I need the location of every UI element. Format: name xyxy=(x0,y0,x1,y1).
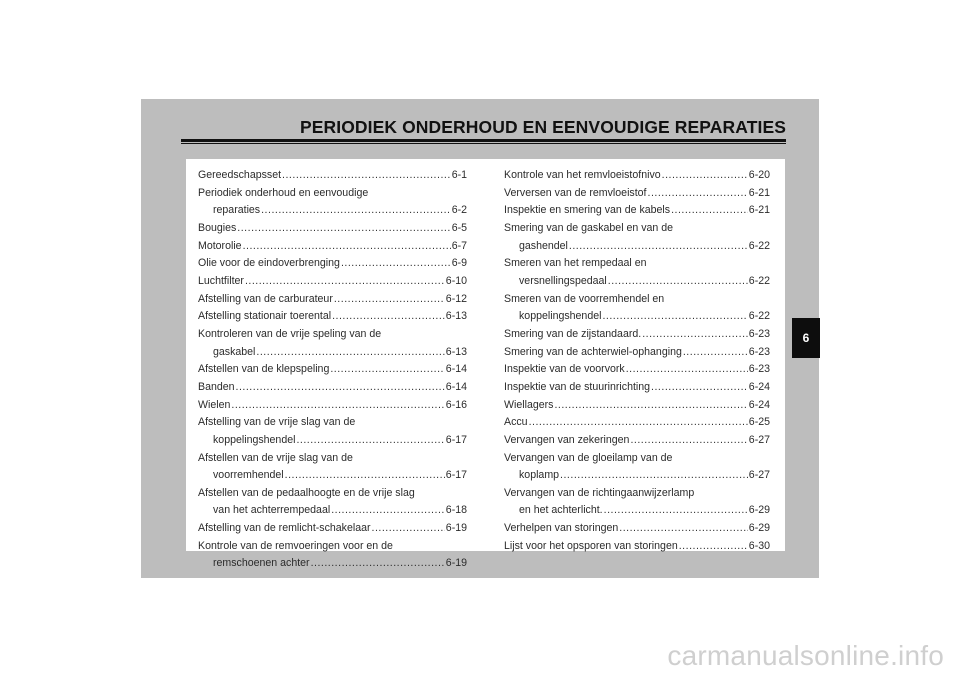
toc-leader-dots xyxy=(261,202,451,220)
toc-entry[interactable] xyxy=(198,326,467,361)
toc-entry-label: Accu xyxy=(504,416,528,429)
toc-entry-line xyxy=(504,167,770,185)
toc-entry[interactable] xyxy=(198,167,467,185)
watermark: carmanualsonline.info xyxy=(667,640,944,671)
title-rule-thin xyxy=(181,143,786,144)
toc-page-number: 6-22 xyxy=(748,274,770,287)
toc-entry-label: gaskabel xyxy=(213,345,256,358)
toc-entry-label: Smeren van de voorremhendel en xyxy=(504,292,665,305)
toc-entry-line xyxy=(504,450,770,468)
toc-page-number: 6-24 xyxy=(748,380,770,393)
toc-entry-label: koppelingshendel xyxy=(519,310,602,323)
toc-leader-dots xyxy=(330,361,444,379)
toc-entry-label: van het achterrempedaal xyxy=(213,504,331,517)
toc-entry[interactable] xyxy=(198,238,467,256)
toc-entry-label: Kontroleren van de vrije speling van de xyxy=(198,327,382,340)
toc-entry-label: koppelingshendel xyxy=(213,433,296,446)
toc-entry[interactable] xyxy=(198,414,467,449)
toc-entry[interactable] xyxy=(198,361,467,379)
toc-leader-dots xyxy=(648,185,748,203)
toc-entry[interactable] xyxy=(504,361,770,379)
toc-page-number: 6-5 xyxy=(451,221,467,234)
toc-entry[interactable] xyxy=(504,220,770,255)
toc-entry-line xyxy=(504,414,770,432)
toc-entry[interactable] xyxy=(504,255,770,290)
toc-leader-dots xyxy=(626,361,748,379)
toc-entry-label: Lijst voor het opsporen van storingen xyxy=(504,539,678,552)
toc-entry[interactable] xyxy=(504,379,770,397)
chapter-tab[interactable] xyxy=(792,318,820,358)
toc-entry-line xyxy=(504,397,770,415)
title-rule-thick xyxy=(181,139,786,142)
toc-leader-dots xyxy=(331,502,445,520)
toc-entry-line xyxy=(198,238,467,256)
toc-entry-line xyxy=(504,291,770,309)
toc-page-number: 6-1 xyxy=(451,169,467,181)
toc-entry-label: Periodiek onderhoud en eenvoudige xyxy=(198,186,369,199)
toc-page-number: 6-10 xyxy=(445,274,467,287)
toc-entry-label: Inspektie van de stuurinrichting xyxy=(504,380,651,393)
toc-page-number: 6-16 xyxy=(445,398,467,411)
toc-leader-dots xyxy=(671,202,748,220)
toc-entry-label: Kontrole van de remvoeringen voor en de xyxy=(198,539,393,552)
toc-entry-line xyxy=(504,467,770,485)
toc-entry-line xyxy=(504,538,770,556)
toc-entry-line xyxy=(504,308,770,326)
toc-page-number: 6-2 xyxy=(451,204,467,217)
toc-page-number: 6-30 xyxy=(748,539,770,552)
toc-entry-label: Luchtfilter xyxy=(198,274,244,287)
toc-entry[interactable] xyxy=(198,273,467,291)
toc-leader-dots xyxy=(529,414,748,432)
toc-entry-line xyxy=(504,220,770,238)
toc-leader-dots xyxy=(334,291,445,309)
toc-leader-dots xyxy=(662,167,748,185)
toc-entry-line xyxy=(198,467,467,485)
toc-entry[interactable] xyxy=(504,432,770,450)
toc-entry[interactable] xyxy=(504,485,770,520)
toc-entry[interactable] xyxy=(198,255,467,273)
toc-page-number: 6-23 xyxy=(748,345,770,358)
toc-entry[interactable] xyxy=(504,450,770,485)
toc-entry-line xyxy=(198,414,467,432)
toc-entry-line xyxy=(198,326,467,344)
toc-leader-dots xyxy=(683,344,748,362)
toc-entry-label: Verhelpen van storingen xyxy=(504,522,619,535)
toc-leader-dots xyxy=(236,379,445,397)
toc-page-number: 6-21 xyxy=(748,204,770,217)
toc-entry-line xyxy=(198,397,467,415)
toc-page-number: 6-18 xyxy=(445,504,467,517)
toc-leader-dots xyxy=(569,238,748,256)
toc-page-number: 6-19 xyxy=(445,557,467,570)
toc-leader-dots xyxy=(282,167,451,185)
toc-entry-line xyxy=(504,432,770,450)
toc-entry-line xyxy=(198,167,467,185)
toc-leader-dots xyxy=(651,379,748,397)
toc-page-number: 6-13 xyxy=(445,345,467,358)
toc-entry-label: Gereedschapsset xyxy=(198,169,282,181)
toc-entry-line xyxy=(198,185,467,203)
toc-entry-label: Wielen xyxy=(198,398,231,411)
toc-entry-label: Smering van de achterwiel-ophanging xyxy=(504,345,682,358)
toc-entry-label: voorremhendel xyxy=(213,469,284,482)
toc-page-number: 6-23 xyxy=(748,363,770,376)
toc-leader-dots xyxy=(679,538,748,556)
toc-right-column xyxy=(504,167,770,555)
toc-leader-dots xyxy=(372,520,445,538)
toc-leader-dots xyxy=(243,238,451,256)
toc-entry-line xyxy=(198,344,467,362)
toc-leader-dots xyxy=(311,555,445,573)
toc-page-number: 6-22 xyxy=(748,239,770,252)
toc-page-number: 6-19 xyxy=(445,522,467,535)
toc-page-number: 6-14 xyxy=(445,380,467,393)
toc-entry-label: versnellingspedaal xyxy=(519,274,607,287)
toc-entry-label: Smering van de gaskabel en van de xyxy=(504,221,674,234)
toc-leader-dots xyxy=(602,308,747,326)
toc-entry-label: Vervangen van de richtingaanwijzerlamp xyxy=(504,486,695,499)
toc-entry-label: Afstelling stationair toerental xyxy=(198,310,332,323)
chapter-tab-label: 6 xyxy=(802,331,810,345)
toc-entry-label: Bougies xyxy=(198,221,237,234)
toc-entry[interactable] xyxy=(198,291,467,309)
toc-entry[interactable] xyxy=(504,185,770,203)
toc-entry-line xyxy=(504,255,770,273)
toc-leader-dots xyxy=(231,397,444,415)
toc-entry[interactable] xyxy=(198,379,467,397)
toc-entry[interactable] xyxy=(504,520,770,538)
toc-leader-dots xyxy=(630,432,747,450)
toc-entry-line xyxy=(504,485,770,503)
toc-entry[interactable] xyxy=(504,344,770,362)
toc-entry-label: Olie voor de eindoverbrenging xyxy=(198,257,340,270)
toc-leader-dots xyxy=(245,273,445,291)
toc-entry-line xyxy=(504,202,770,220)
toc-entry[interactable] xyxy=(504,326,770,344)
page-title: PERIODIEK ONDERHOUD EN EENVOUDIGE REPARATIES xyxy=(299,117,786,137)
toc-entry-label: Inspektie en smering van de kabels xyxy=(504,204,671,217)
toc-entry[interactable] xyxy=(198,308,467,326)
toc-entry-label: Banden xyxy=(198,380,235,393)
toc-entry-label: Afstellen van de pedaalhoogte en de vrije slag xyxy=(198,486,415,499)
toc-entry[interactable] xyxy=(504,291,770,326)
toc-entry-line xyxy=(198,202,467,220)
toc-entry-line xyxy=(504,520,770,538)
toc-page-number: 6-14 xyxy=(445,363,467,376)
toc-entry-label: Afstellen van de klepspeling xyxy=(198,363,330,376)
toc-entry-label: en het achterlicht. xyxy=(519,504,603,517)
toc-entry-line xyxy=(198,432,467,450)
toc-entry-line xyxy=(504,361,770,379)
toc-entry-line xyxy=(198,273,467,291)
toc-entry[interactable] xyxy=(504,397,770,415)
toc-leader-dots xyxy=(619,520,748,538)
toc-entry-label: Vervangen van de gloeilamp van de xyxy=(504,451,673,464)
toc-entry[interactable] xyxy=(198,220,467,238)
toc-leader-dots xyxy=(341,255,451,273)
toc-left-column xyxy=(198,167,467,573)
toc-leader-dots xyxy=(285,467,445,485)
toc-entry-label: koplamp xyxy=(519,469,560,482)
toc-page-number: 6-22 xyxy=(748,310,770,323)
toc-entry-label: Afstelling van de vrije slag van de xyxy=(198,416,356,429)
toc-entry[interactable] xyxy=(504,538,770,556)
toc-leader-dots xyxy=(608,273,748,291)
toc-entry-line xyxy=(504,326,770,344)
toc-entry-line xyxy=(504,273,770,291)
toc-entry-label: Afstelling van de remlicht-schakelaar xyxy=(198,522,371,535)
toc-page-number: 6-24 xyxy=(748,398,770,411)
toc-entry[interactable] xyxy=(198,185,467,220)
toc-entry-line xyxy=(198,555,467,573)
toc-entry-line xyxy=(198,291,467,309)
toc-entry-label: Vervangen van zekeringen xyxy=(504,433,630,446)
toc-entry-label: Afstellen van de vrije slag van de xyxy=(198,451,353,464)
toc-entry-line xyxy=(198,255,467,273)
toc-page-number: 6-21 xyxy=(748,186,770,199)
toc-entry-line xyxy=(198,379,467,397)
toc-entry-label: Smering van de zijstandaard. xyxy=(504,327,642,340)
chapter-header xyxy=(181,115,786,145)
toc-leader-dots xyxy=(642,326,748,344)
toc-page-number: 6-12 xyxy=(445,292,467,305)
toc-entry[interactable] xyxy=(504,167,770,185)
toc-leader-dots xyxy=(256,344,444,362)
toc-page-number: 6-27 xyxy=(748,433,770,446)
toc-entry-line xyxy=(198,502,467,520)
toc-leader-dots xyxy=(332,308,445,326)
toc-page-number: 6-25 xyxy=(748,416,770,429)
toc-page-number: 6-20 xyxy=(748,169,770,181)
toc-page-number: 6-29 xyxy=(748,504,770,517)
toc-entry-line xyxy=(504,185,770,203)
toc-entry-line xyxy=(198,361,467,379)
toc-leader-dots xyxy=(237,220,450,238)
toc-entry-line xyxy=(504,502,770,520)
toc-page-number: 6-17 xyxy=(445,433,467,446)
toc-page-number: 6-9 xyxy=(451,257,467,270)
toc-entry-label: gashendel xyxy=(519,239,568,252)
toc-page-number: 6-17 xyxy=(445,469,467,482)
toc-entry[interactable] xyxy=(198,538,467,573)
toc-panel xyxy=(186,159,785,570)
toc-entry[interactable] xyxy=(198,485,467,520)
toc-page-number: 6-13 xyxy=(445,310,467,323)
toc-entry[interactable] xyxy=(504,414,770,432)
toc-page-number: 6-7 xyxy=(451,239,467,252)
toc-entry-label: Kontrole van het remvloeistofnivo xyxy=(504,169,661,181)
toc-leader-dots xyxy=(554,397,747,415)
toc-entry-line xyxy=(198,538,467,556)
toc-entry[interactable] xyxy=(504,202,770,220)
toc-page-number: 6-29 xyxy=(748,522,770,535)
toc-entry[interactable] xyxy=(198,450,467,485)
toc-entry-label: Motorolie xyxy=(198,239,242,252)
toc-page-number: 6-23 xyxy=(748,327,770,340)
toc-entry-label: Afstelling van de carburateur xyxy=(198,292,333,305)
toc-entry[interactable] xyxy=(198,397,467,415)
toc-entry-line xyxy=(504,238,770,256)
toc-entry-label: Smeren van het rempedaal en xyxy=(504,257,647,270)
toc-entry-label: Verversen van de remvloeistof xyxy=(504,186,647,199)
toc-leader-dots xyxy=(560,467,748,485)
toc-entry-label: Inspektie van de voorvork xyxy=(504,363,625,376)
toc-entry-line xyxy=(198,485,467,503)
toc-leader-dots xyxy=(604,502,748,520)
toc-entry-label: remschoenen achter xyxy=(213,557,310,570)
toc-entry-line xyxy=(504,379,770,397)
toc-entry-label: Wiellagers xyxy=(504,398,554,411)
toc-entry-line xyxy=(198,520,467,538)
toc-entry-line xyxy=(504,344,770,362)
toc-entry-line xyxy=(198,450,467,468)
toc-entry-line xyxy=(198,220,467,238)
toc-entry[interactable] xyxy=(198,520,467,538)
toc-entry-line xyxy=(198,308,467,326)
toc-entry-label: reparaties xyxy=(213,204,261,217)
toc-leader-dots xyxy=(296,432,444,450)
toc-page-number: 6-27 xyxy=(748,469,770,482)
